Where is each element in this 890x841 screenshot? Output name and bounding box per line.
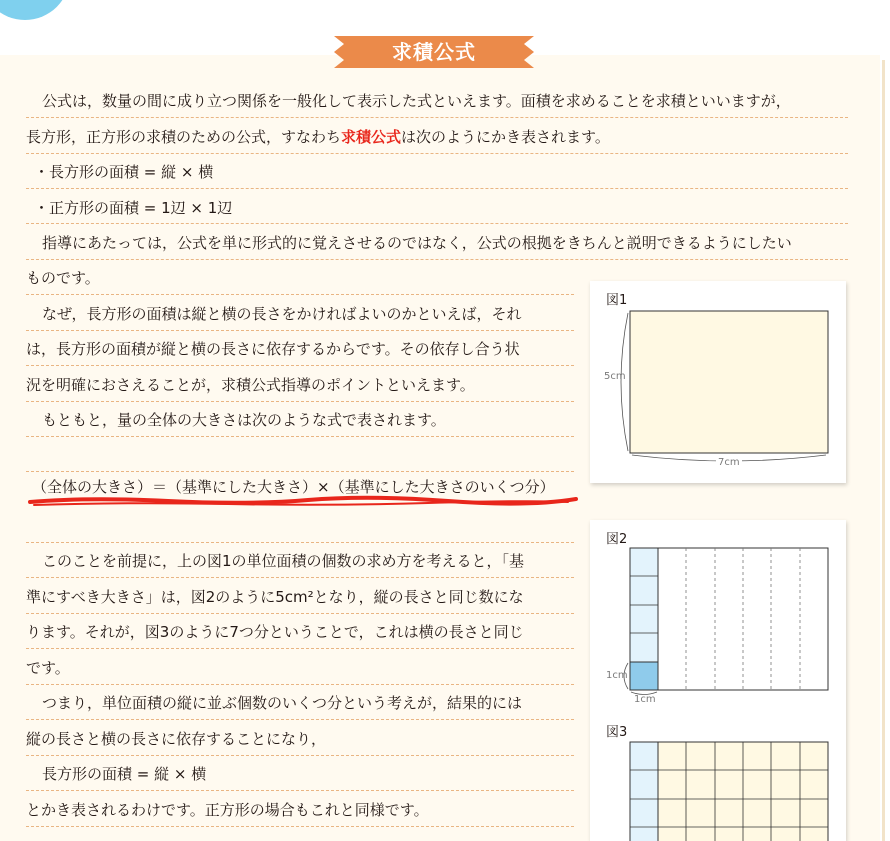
- right-margin-rule: [882, 60, 885, 841]
- figure-2-3-drawing: [590, 520, 846, 841]
- ruled-line: [26, 294, 574, 295]
- p2-line2: ものです。: [26, 269, 100, 287]
- ruled-line: [26, 365, 574, 366]
- ruled-line: [26, 755, 574, 756]
- p5-line3: ります。それが，図3のように7つ分ということで，これは横の長さと同じ: [26, 623, 524, 641]
- red-underline: [28, 494, 578, 508]
- keyword-highlight: 求積公式: [341, 128, 402, 146]
- formula-rectangle: ・長方形の面積 = 縦 × 横: [34, 163, 214, 181]
- section-title: 求積公式: [392, 40, 476, 64]
- p2-line1: 指導にあたっては，公式を単に形式的に覚えさせるのではなく，公式の根拠をきちんと説明できるようにしたい: [42, 234, 792, 252]
- figure-3-label: 図3: [606, 725, 628, 740]
- ruled-line: [26, 684, 574, 685]
- ruled-line: [26, 117, 848, 118]
- figure-1-height-label: 5cm: [604, 371, 626, 382]
- figure-1-width-label: 7cm: [718, 457, 740, 468]
- ruled-line: [26, 790, 574, 791]
- p6-line2: 縦の長さと横の長さに依存することになり，: [26, 730, 327, 748]
- figure-1: [590, 281, 846, 483]
- ruled-line: [26, 471, 574, 472]
- ruled-line: [26, 542, 574, 543]
- p4-line1: もともと，量の全体の大きさは次のような式で表されます。: [42, 411, 446, 429]
- p6-line1: つまり，単位面積の縦に並ぶ個数のいくつ分という考えが，結果的には: [42, 694, 523, 712]
- ruled-line: [26, 223, 848, 224]
- corner-decoration: [0, 0, 70, 20]
- p5-line2: 準にすべき大きさ」は，図2のように5cm²となり，縦の長さと同じ数にな: [26, 588, 524, 606]
- ruled-line: [26, 153, 848, 154]
- figure-2-unit-width-label: 1cm: [634, 694, 656, 705]
- ruled-line: [26, 401, 574, 402]
- p6-line3: とかき表されるわけです。正方形の場合もこれと同様です。: [26, 801, 429, 819]
- p1-line2-pre: 長方形，正方形の求積のための公式，すなわち: [26, 128, 342, 146]
- ruled-line: [26, 259, 848, 260]
- p1-line2: [26, 127, 610, 147]
- figure-1-drawing: [590, 281, 846, 483]
- ruled-line: [26, 577, 574, 578]
- p1-line1: 公式は，数量の間に成り立つ関係を一般化して表示した式といえます。面積を求めることを求積といいますが，: [42, 92, 791, 110]
- p5-line1: このことを前提に，上の図1の単位面積の個数の求め方を考えると，「基: [42, 552, 525, 570]
- p6-formula: 長方形の面積 = 縦 × 横: [42, 765, 207, 783]
- ruled-line: [26, 613, 574, 614]
- figure-1-label: 図1: [606, 293, 628, 308]
- p3-line2: は，長方形の面積が縦と横の長さに依存するからです。その依存し合う状: [26, 340, 520, 358]
- figure-2-unit-height-label: 1cm: [606, 670, 628, 681]
- figure-2-label: 図2: [606, 532, 628, 547]
- p3-line3: 況を明確におさえることが，求積公式指導のポイントといえます。: [26, 376, 475, 394]
- formula-square: ・正方形の面積 = 1辺 × 1辺: [34, 199, 233, 217]
- figure-2-3-card: [590, 520, 846, 841]
- section-title-banner: [334, 36, 534, 68]
- ruled-line: [26, 330, 574, 331]
- ruled-line: [26, 719, 574, 720]
- p3-line1: なぜ，長方形の面積は縦と横の長さをかければよいのかといえば，それ: [42, 305, 522, 323]
- p1-line2-post: は次のようにかき表されます。: [401, 128, 610, 146]
- ruled-line: [26, 188, 848, 189]
- ruled-line: [26, 826, 574, 827]
- p5-line4: です。: [26, 659, 70, 677]
- ruled-line: [26, 436, 574, 437]
- ruled-line: [26, 648, 574, 649]
- key-formula: （全体の大きさ）＝（基準にした大きさ）×（基準にした大きさのいくつ分）: [32, 478, 555, 496]
